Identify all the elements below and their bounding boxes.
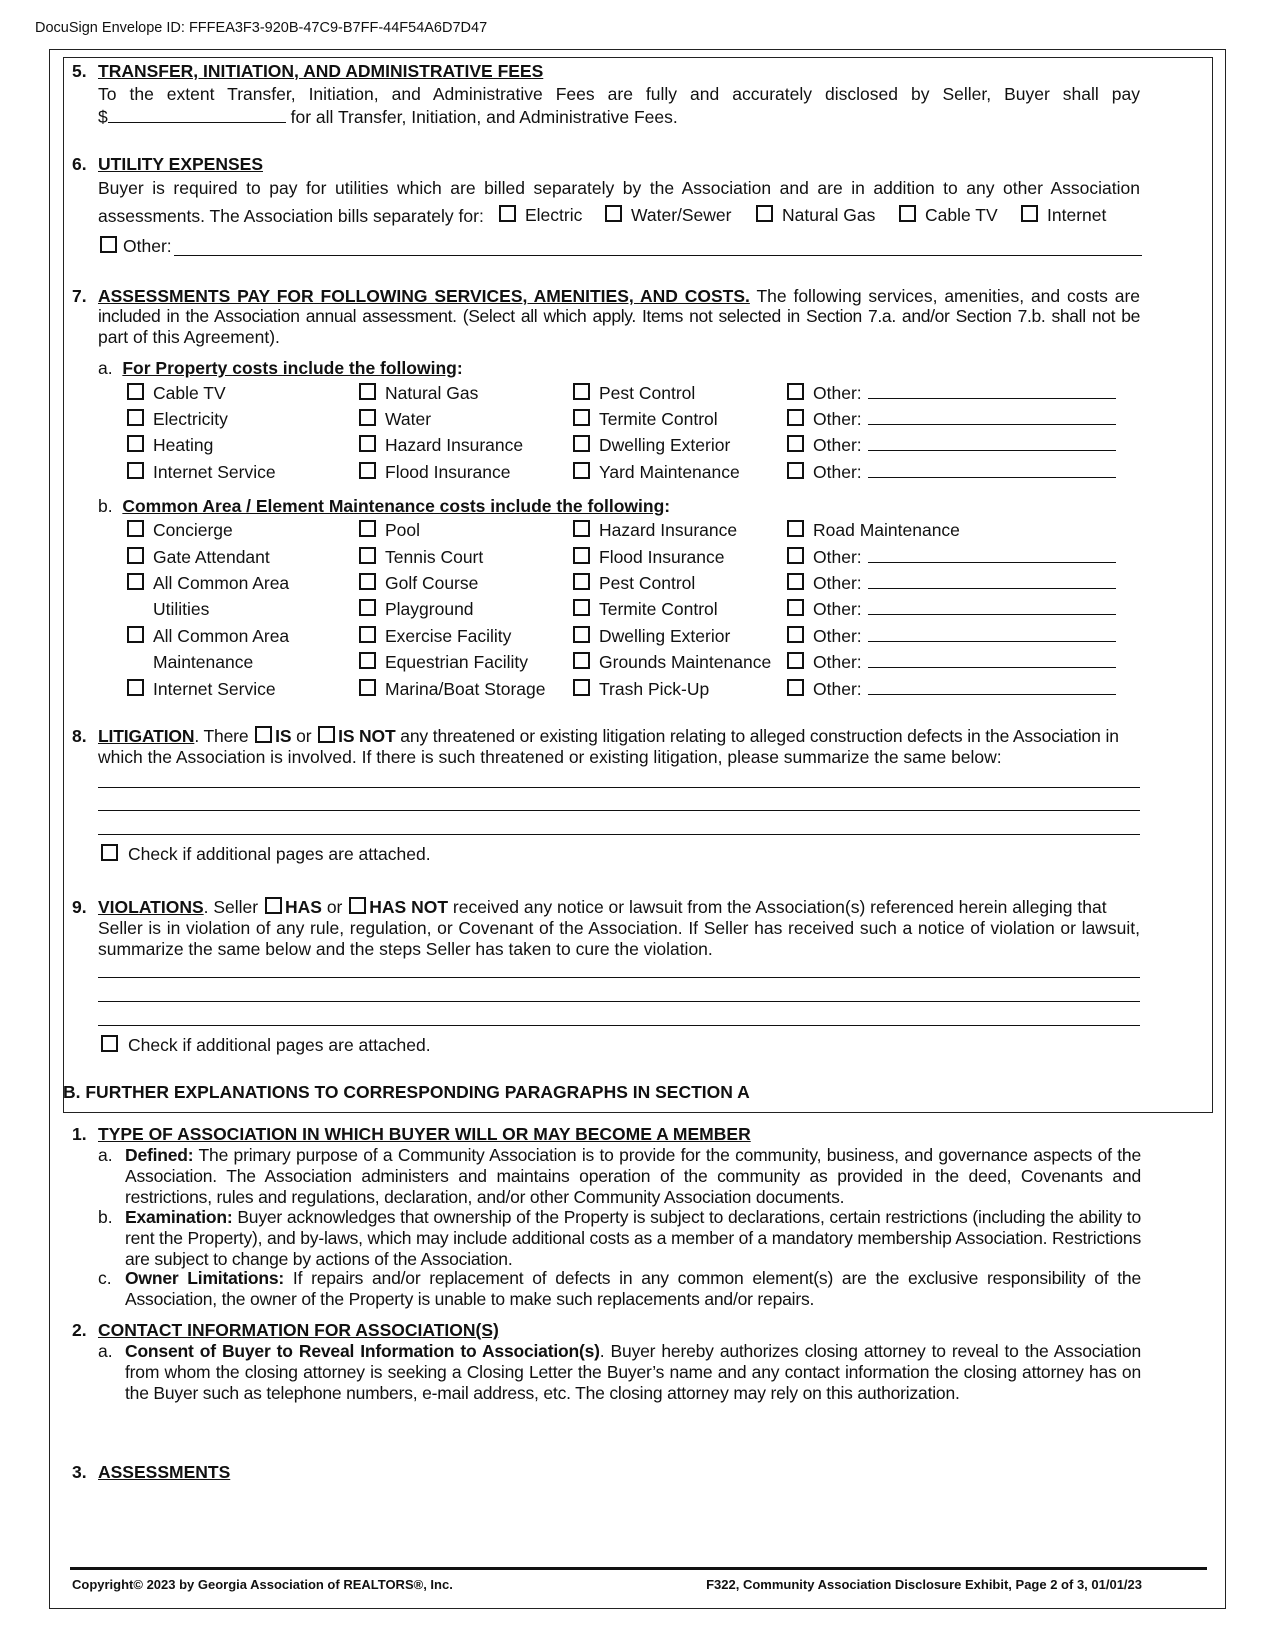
other-line[interactable] <box>868 462 1116 478</box>
common-area-option[interactable] <box>359 599 474 620</box>
litigation-summary-line[interactable] <box>98 810 1140 811</box>
option-label: Other: <box>813 599 862 619</box>
checkbox[interactable] <box>573 520 590 537</box>
checkbox[interactable] <box>127 435 144 452</box>
checkbox[interactable] <box>100 236 117 253</box>
section-8-line1 <box>98 726 1119 747</box>
option-label: Gate Attendant <box>153 547 270 567</box>
b2a-heading: Consent of Buyer to Reveal Information to Association(s) <box>125 1341 600 1361</box>
violation-summary-line[interactable] <box>98 1025 1140 1026</box>
sub-label: a. <box>98 358 113 378</box>
option-label: Concierge <box>153 520 233 540</box>
b1c-label: c. <box>98 1268 112 1288</box>
has-checkbox[interactable] <box>265 897 282 914</box>
option-label: All Common Area <box>153 573 290 593</box>
utility-cable-tv[interactable] <box>899 205 998 226</box>
option-label: Electric <box>525 205 583 225</box>
checkbox[interactable] <box>787 626 804 643</box>
option-label: Road Maintenance <box>813 520 960 540</box>
docusign-envelope-id: DocuSign Envelope ID: FFFEA3F3-920B-47C9-B7FF-44F54A6D7D47 <box>35 20 488 36</box>
common-area-option[interactable] <box>127 679 276 700</box>
checkbox[interactable] <box>127 679 144 696</box>
colon: : <box>664 496 671 516</box>
common-area-option[interactable] <box>787 520 960 541</box>
option-label: Other: <box>813 383 862 403</box>
option-label: Equestrian Facility <box>385 652 528 672</box>
common-area-option[interactable] <box>359 573 478 594</box>
text: received any notice or lawsuit from the Association(s) referenced herein alleging that <box>452 897 1107 917</box>
checkbox[interactable] <box>359 599 376 616</box>
option-label: Natural Gas <box>385 383 479 403</box>
common-area-other[interactable] <box>787 679 1116 700</box>
or-text: or <box>296 726 312 746</box>
checkbox[interactable] <box>756 205 773 222</box>
common-area-option[interactable] <box>573 626 730 647</box>
property-cost-option[interactable] <box>573 462 740 483</box>
checkbox[interactable] <box>787 383 804 400</box>
other-line[interactable] <box>868 626 1116 642</box>
b1b-heading: Examination: <box>125 1207 233 1227</box>
section-5-line1: To the extent Transfer, Initiation, and Administrative Fees are fully and accurately disclosed by Seller, Buyer shall pay <box>98 84 1140 104</box>
check-label: Check if additional pages are attached. <box>128 844 431 864</box>
option-label: Other: <box>813 679 862 699</box>
footer-form-id: F322, Community Association Disclosure Exhibit, Page 2 of 3, 01/01/23 <box>706 1577 1142 1592</box>
violation-summary-line[interactable] <box>98 977 1140 978</box>
common-area-option[interactable] <box>359 547 483 568</box>
option-label: Pest Control <box>599 573 696 593</box>
is-label: IS <box>275 726 292 746</box>
option-label: Flood Insurance <box>599 547 725 567</box>
checkbox[interactable] <box>359 435 376 452</box>
option-label: Internet <box>1047 205 1107 225</box>
option-label: Pest Control <box>599 383 696 403</box>
option-label: Exercise Facility <box>385 626 512 646</box>
section-9-line2: Seller is in violation of any rule, regulation, or Covenant of the Association. If Seller has received such a notice of violation or lawsuit, <box>98 918 1140 938</box>
checkbox[interactable] <box>787 462 804 479</box>
option-label: Dwelling Exterior <box>599 435 731 455</box>
checkbox[interactable] <box>499 205 516 222</box>
common-area-option[interactable] <box>127 626 289 647</box>
b1a-paragraph <box>125 1145 1141 1208</box>
has-not-label: HAS NOT <box>369 897 449 917</box>
section-5-title: TRANSFER, INITIATION, AND ADMINISTRATIVE FEES <box>98 61 544 81</box>
colon: : <box>456 358 463 378</box>
other-line[interactable] <box>868 435 1116 451</box>
property-cost-option[interactable] <box>359 435 523 456</box>
violation-summary-line[interactable] <box>98 1001 1140 1002</box>
property-cost-other[interactable] <box>787 435 1116 456</box>
checkbox[interactable] <box>127 547 144 564</box>
section-8-line2: which the Association is involved. If there is such threatened or existing litigation, please summarize the same below: <box>98 747 1002 767</box>
property-cost-option[interactable] <box>573 383 695 404</box>
b1a-label: a. <box>98 1145 113 1165</box>
checkbox[interactable] <box>787 547 804 564</box>
option-label: Natural Gas <box>782 205 876 225</box>
other-line[interactable] <box>868 652 1116 668</box>
common-area-option[interactable] <box>573 547 725 568</box>
common-area-option[interactable] <box>359 652 528 673</box>
common-area-other[interactable] <box>787 626 1116 647</box>
section-8-number: 8. <box>72 726 87 746</box>
option-label: Water/Sewer <box>631 205 732 225</box>
checkbox[interactable] <box>573 409 590 426</box>
is-not-checkbox[interactable] <box>318 726 335 743</box>
litigation-summary-line[interactable] <box>98 834 1140 835</box>
checkbox[interactable] <box>127 520 144 537</box>
section-7b-title: Common Area / Element Maintenance costs include the following <box>122 496 665 516</box>
other-line[interactable] <box>868 573 1116 589</box>
section-b2-number: 2. <box>72 1320 87 1340</box>
section-7-line1 <box>98 286 1140 307</box>
b1c-heading: Owner Limitations: <box>125 1268 285 1288</box>
common-area-option[interactable] <box>359 679 546 700</box>
section-6-line2: assessments. The Association bills separately for: <box>98 206 484 226</box>
property-cost-option[interactable] <box>359 462 511 483</box>
checkbox[interactable] <box>127 573 144 590</box>
common-area-option[interactable] <box>573 652 771 673</box>
or-text: or <box>326 897 343 917</box>
checkbox[interactable] <box>787 679 804 696</box>
checkbox[interactable] <box>573 626 590 643</box>
option-label: Other: <box>813 462 862 482</box>
checkbox[interactable] <box>101 1035 118 1052</box>
option-label: Termite Control <box>599 409 718 429</box>
section-b3-number: 3. <box>72 1462 87 1482</box>
utility-electric[interactable] <box>499 205 582 226</box>
checkbox[interactable] <box>101 844 118 861</box>
common-area-option[interactable] <box>127 520 233 541</box>
section-7-line3: part of this Agreement). <box>98 327 280 347</box>
option-label: Other: <box>813 409 862 429</box>
sub-label: b. <box>98 496 113 516</box>
option-label: Yard Maintenance <box>599 462 740 482</box>
is-checkbox[interactable] <box>255 726 272 743</box>
option-label: Other: <box>123 236 172 256</box>
checkbox[interactable] <box>359 462 376 479</box>
checkbox[interactable] <box>605 205 622 222</box>
checkbox[interactable] <box>573 462 590 479</box>
b1b-text: Buyer acknowledges that ownership of the Property is subject to declarations, certain restrictions (including the ability to rent the Property), and by-laws, which may include additional costs as a member of a mandatory membership Association. Restrictions are subject to change by actions of the Association. <box>125 1207 1141 1269</box>
dollar-sign: $ <box>98 107 108 127</box>
section-9-line1 <box>98 897 1107 918</box>
checkbox[interactable] <box>573 599 590 616</box>
checkbox[interactable] <box>573 435 590 452</box>
b1c-text: If repairs and/or replacement of defects in any common element(s) are the exclusive responsibility of the Association, the owner of the Property is unable to make such replacements and/or repairs. <box>125 1268 1141 1309</box>
checkbox[interactable] <box>787 652 804 669</box>
b1a-heading: Defined: <box>125 1145 194 1165</box>
common-area-option[interactable] <box>127 547 270 568</box>
property-cost-other[interactable] <box>787 409 1116 430</box>
checkbox[interactable] <box>573 383 590 400</box>
section-8-title: LITIGATION <box>98 726 195 746</box>
footer-rule <box>70 1567 1207 1570</box>
other-line[interactable] <box>868 599 1116 615</box>
section-9-number: 9. <box>72 897 87 917</box>
checkbox[interactable] <box>787 573 804 590</box>
option-label: Other: <box>813 435 862 455</box>
section-7-number: 7. <box>72 286 87 306</box>
checkbox[interactable] <box>359 383 376 400</box>
option-label: Maintenance <box>153 652 254 672</box>
common-area-option[interactable] <box>359 626 511 647</box>
common-area-option[interactable] <box>573 679 709 700</box>
section-6-line1: Buyer is required to pay for utilities which are billed separately by the Association and are in addition to any other Association <box>98 178 1140 198</box>
b1b-paragraph <box>125 1207 1141 1270</box>
b1b-label: b. <box>98 1207 113 1227</box>
checkbox[interactable] <box>787 409 804 426</box>
section-9-line3: summarize the same below and the steps Seller has taken to cure the violation. <box>98 939 713 959</box>
common-area-option[interactable] <box>359 520 420 541</box>
section-7a-title: For Property costs include the following <box>122 358 457 378</box>
common-area-other[interactable] <box>787 599 1116 620</box>
option-label: Hazard Insurance <box>385 435 524 455</box>
property-cost-option[interactable] <box>127 383 226 404</box>
section-7b-heading <box>98 496 670 517</box>
option-label: Playground <box>385 599 474 619</box>
option-continuation <box>153 652 253 673</box>
checkbox[interactable] <box>359 652 376 669</box>
option-continuation <box>153 599 209 620</box>
option-label: Cable TV <box>925 205 998 225</box>
checkbox[interactable] <box>573 573 590 590</box>
checkbox[interactable] <box>899 205 916 222</box>
option-label: Tennis Court <box>385 547 484 567</box>
check-label: Check if additional pages are attached. <box>128 1035 431 1055</box>
footer-copyright: Copyright© 2023 by Georgia Association of REALTORS®, Inc. <box>72 1577 453 1592</box>
option-label: Cable TV <box>153 383 226 403</box>
section-6-number: 6. <box>72 154 87 174</box>
section-7-line2: included in the Association annual assessment. (Select all which apply. Items not selected in Section 7.a. and/or Section 7.b. shall not be <box>98 306 1140 326</box>
b2a-label: a. <box>98 1341 113 1361</box>
section-7a-heading <box>98 358 463 379</box>
litigation-summary-line[interactable] <box>98 787 1140 788</box>
utility-other-line[interactable] <box>174 255 1142 256</box>
option-label: All Common Area <box>153 626 290 646</box>
other-line[interactable] <box>868 679 1116 695</box>
utility-internet[interactable] <box>1021 205 1106 226</box>
option-label: Electricity <box>153 409 228 429</box>
checkbox[interactable] <box>1021 205 1038 222</box>
option-label: Other: <box>813 547 862 567</box>
b1a-text: The primary purpose of a Community Association is to provide for the community, business, and governance aspects of the Association. The Association administers and maintains operation of the community as provided in the deed, Covenants and restrictions, rules and regulations, declaration, and/or other Community Association documents. <box>125 1145 1141 1207</box>
checkbox[interactable] <box>573 652 590 669</box>
option-label: Termite Control <box>599 599 718 619</box>
option-label: Internet Service <box>153 462 276 482</box>
b2a-text: . Buyer hereby authorizes closing attorney to reveal to the Association from whom the closing attorney is seeking a Closing Letter the Buyer’s name and any contact information the closing attorney has on the Buyer such as telephone numbers, e-mail address, etc. The closing attorney may rely on this authorization. <box>125 1341 1141 1403</box>
section-b2-title: CONTACT INFORMATION FOR ASSOCIATION(S) <box>98 1320 499 1340</box>
checkbox[interactable] <box>359 520 376 537</box>
property-cost-option[interactable] <box>573 435 730 456</box>
utility-natural-gas[interactable] <box>756 205 875 226</box>
checkbox[interactable] <box>787 599 804 616</box>
section-5-line2 <box>98 107 678 128</box>
checkbox[interactable] <box>127 462 144 479</box>
property-cost-option[interactable] <box>127 435 213 456</box>
property-cost-option[interactable] <box>127 409 228 430</box>
option-label: Marina/Boat Storage <box>385 679 546 699</box>
common-area-other[interactable] <box>787 573 1116 594</box>
common-area-option[interactable] <box>573 520 737 541</box>
utility-water-sewer[interactable] <box>605 205 732 226</box>
section-5-number: 5. <box>72 61 87 81</box>
property-cost-other[interactable] <box>787 383 1116 404</box>
checkbox[interactable] <box>127 626 144 643</box>
option-label: Heating <box>153 435 214 455</box>
section-7-title: ASSESSMENTS PAY FOR FOLLOWING SERVICES, AMENITIES, AND COSTS. <box>98 286 750 306</box>
text: . Seller <box>203 897 259 917</box>
common-area-other[interactable] <box>787 652 1116 673</box>
checkbox[interactable] <box>359 626 376 643</box>
property-cost-option[interactable] <box>573 409 718 430</box>
has-not-checkbox[interactable] <box>349 897 366 914</box>
other-line[interactable] <box>868 383 1116 399</box>
has-label: HAS <box>285 897 322 917</box>
property-cost-option[interactable] <box>359 409 431 430</box>
section-7-line1-rest: The following services, amenities, and costs are <box>756 286 1141 306</box>
option-label: Trash Pick-Up <box>599 679 710 699</box>
option-label: Utilities <box>153 599 210 619</box>
option-label: Dwelling Exterior <box>599 626 731 646</box>
checkbox[interactable] <box>359 679 376 696</box>
other-line[interactable] <box>868 547 1116 563</box>
option-label: Golf Course <box>385 573 479 593</box>
option-label: Other: <box>813 652 862 672</box>
property-cost-option[interactable] <box>359 383 478 404</box>
text: . There <box>194 726 249 746</box>
fee-amount-field[interactable] <box>108 107 286 123</box>
common-area-other[interactable] <box>787 547 1116 568</box>
checkbox[interactable] <box>127 409 144 426</box>
text: any threatened or existing litigation relating to alleged construction defects in the Association in <box>400 726 1119 746</box>
checkbox[interactable] <box>127 383 144 400</box>
checkbox[interactable] <box>359 409 376 426</box>
section-b1-title: TYPE OF ASSOCIATION IN WHICH BUYER WILL OR MAY BECOME A MEMBER <box>98 1124 751 1144</box>
section-b1-number: 1. <box>72 1124 87 1144</box>
litigation-attached-check[interactable] <box>101 844 431 865</box>
section-b-title: B. FURTHER EXPLANATIONS TO CORRESPONDING PARAGRAPHS IN SECTION A <box>63 1082 750 1102</box>
violation-attached-check[interactable] <box>101 1035 431 1056</box>
option-label: Grounds Maintenance <box>599 652 772 672</box>
option-label: Other: <box>813 573 862 593</box>
common-area-option[interactable] <box>573 599 718 620</box>
section-9-title: VIOLATIONS <box>98 897 204 917</box>
checkbox[interactable] <box>787 435 804 452</box>
utility-other[interactable] <box>100 236 172 257</box>
option-label: Other: <box>813 626 862 646</box>
other-line[interactable] <box>868 409 1116 425</box>
section-6-title: UTILITY EXPENSES <box>98 154 263 174</box>
option-label: Flood Insurance <box>385 462 511 482</box>
option-label: Hazard Insurance <box>599 520 738 540</box>
checkbox[interactable] <box>573 547 590 564</box>
checkbox[interactable] <box>359 547 376 564</box>
checkbox[interactable] <box>787 520 804 537</box>
b2a-paragraph <box>125 1341 1141 1404</box>
property-cost-other[interactable] <box>787 462 1116 483</box>
is-not-label: IS NOT <box>338 726 396 746</box>
section-5-line2-text: for all Transfer, Initiation, and Administrative Fees. <box>290 107 678 127</box>
option-label: Pool <box>385 520 421 540</box>
option-label: Water <box>385 409 432 429</box>
option-label: Internet Service <box>153 679 276 699</box>
b1c-paragraph <box>125 1268 1141 1310</box>
property-cost-option[interactable] <box>127 462 276 483</box>
common-area-option[interactable] <box>573 573 695 594</box>
checkbox[interactable] <box>359 573 376 590</box>
section-b3-title: ASSESSMENTS <box>98 1462 231 1482</box>
checkbox[interactable] <box>573 679 590 696</box>
common-area-option[interactable] <box>127 573 289 594</box>
